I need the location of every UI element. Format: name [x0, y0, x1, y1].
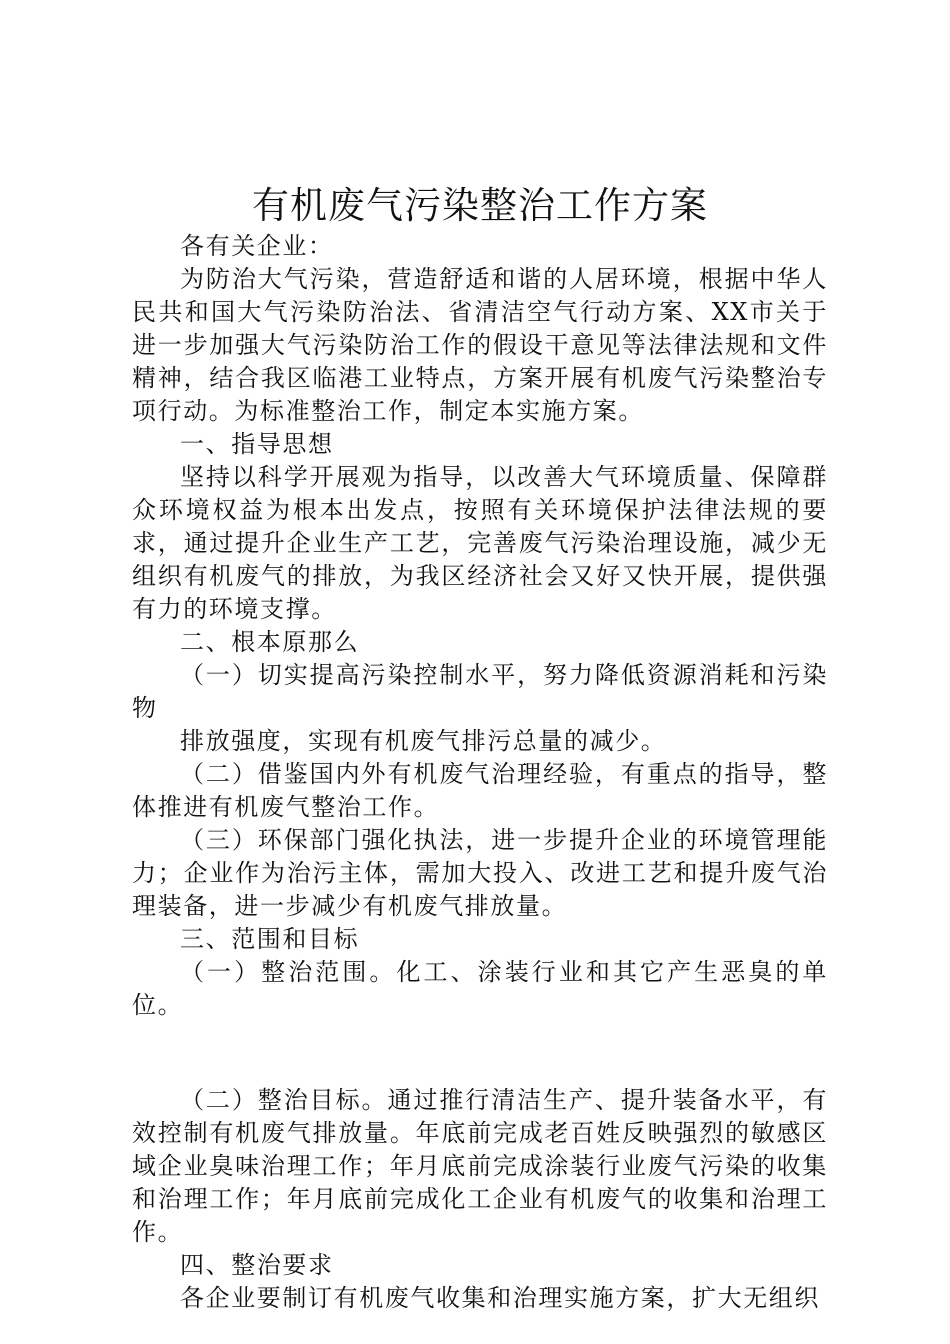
section-heading-2: 二、根本原那么	[180, 628, 360, 656]
principle-1-continuation: 排放强度，实现有机废气排污总量的减少。	[180, 727, 667, 755]
principle-1-paragraph: （一）切实提高污染控制水平，努力降低资源消耗和污染物	[132, 661, 828, 722]
principle-3-paragraph: （三）环保部门强化执法，进一步提升企业的环境管理能力；企业作为治污主体，需加大投入、改进工艺和提升废气治理装备，进一步减少有机废气排放量。	[132, 826, 828, 920]
requirements-paragraph: 各企业要制订有机废气收集和治理实施方案，扩大无组织	[180, 1284, 820, 1312]
document-title: 有机废气污染整治工作方案	[252, 184, 708, 227]
scope-paragraph: （一）整治范围。化工、涂装行业和其它产生恶臭的单位。	[132, 958, 828, 1019]
blank-line	[132, 1022, 828, 1084]
guiding-thought-paragraph: 坚持以科学开展观为指导，以改善大气环境质量、保障群众环境权益为根本出发点，按照有关环境保护法律法规的要求，通过提升企业生产工艺，完善废气污染治理设施，减少无组织有机废气的排放，为我区经济社会又好又快开展，提供强有力的环境支撑。	[132, 463, 828, 623]
section-heading-3: 三、范围和目标	[180, 925, 360, 953]
intro-paragraph: 为防治大气污染，营造舒适和谐的人居环境，根据中华人民共和国大气污染防治法、省清洁空气行动方案、XX市关于进一步加强大气污染防治工作的假设干意见等法律法规和文件精神，结合我区临港工业特点，方案开展有机废气污染整治专项行动。为标准整治工作，制定本实施方案。	[132, 265, 828, 425]
target-paragraph: （二）整治目标。通过推行清洁生产、提升装备水平，有效控制有机废气排放量。年底前完成老百姓反映强烈的敏感区域企业臭味治理工作；年月底前完成涂装行业废气污染的收集和治理工作；年月底前完成化工企业有机废气的收集和治理工作。	[132, 1086, 828, 1246]
section-heading-4: 四、整治要求	[180, 1251, 334, 1279]
salutation: 各有关企业：	[180, 232, 334, 260]
document-body	[132, 230, 828, 1315]
principle-2-paragraph: （二）借鉴国内外有机废气治理经验，有重点的指导，整体推进有机废气整治工作。	[132, 760, 828, 821]
section-heading-1: 一、指导思想	[180, 430, 334, 458]
